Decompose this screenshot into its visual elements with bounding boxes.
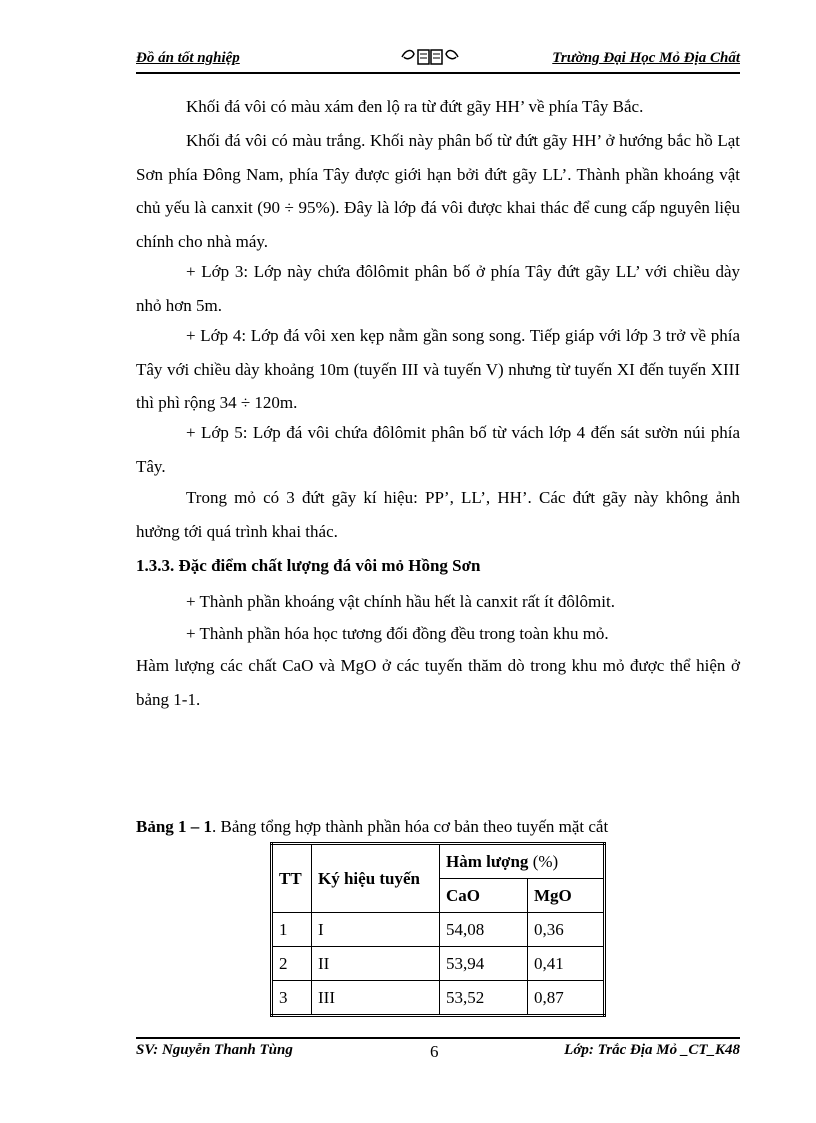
paragraph-layer-4: + Lớp 4: Lớp đá vôi xen kẹp nằm gần song song. Tiếp giáp với lớp 3 trở về phía Tây với chiều dày khoảng 10m (tuyến III và tuyến V) nhưng từ tuyến XI đến tuyến XIII thì phì rộng 34 ÷ 120m. — [136, 326, 740, 412]
section-heading: 1.3.3. Đặc điểm chất lượng đá vôi mỏ Hồng Sơn — [136, 556, 481, 575]
table-caption — [136, 815, 740, 839]
table-caption-text: . Bảng tổng hợp thành phần hóa cơ bản theo tuyến mặt cắt — [212, 817, 609, 836]
cell-cao: 53,52 — [440, 981, 528, 1016]
cell-tt: 2 — [272, 947, 312, 981]
page-header — [136, 50, 740, 74]
header-tt: TT — [272, 844, 312, 913]
header-content-label: Hàm lượng — [446, 851, 529, 871]
header-divider — [136, 72, 740, 74]
table-caption-label: Bảng 1 – 1 — [136, 817, 213, 836]
page-footer — [136, 1042, 740, 1064]
paragraph-faults: Trong mỏ có 3 đứt gãy kí hiệu: PP’, LL’, HH’. Các đứt gãy này không ảnh hưởng tới quá trình khai thác. — [136, 488, 740, 541]
cell-tt: 3 — [272, 981, 312, 1016]
header-cao: CaO — [440, 879, 528, 913]
bullet-mineral-composition: + Thành phần khoáng vật chính hầu hết là canxit rất ít đôlômit. — [186, 592, 615, 611]
header-content-unit: (%) — [528, 851, 559, 871]
table-row — [272, 913, 605, 947]
paragraph-content-summary: Hàm lượng các chất CaO và MgO ở các tuyến thăm dò trong khu mỏ được thể hiện ở bảng 1-1. — [136, 656, 740, 709]
table-header-row — [272, 844, 605, 879]
cell-line: I — [312, 913, 440, 947]
footer-student-name: SV: Nguyễn Thanh Tùng — [136, 1042, 293, 1058]
paragraph-white-limestone: Khối đá vôi có màu trắng. Khối này phân bố từ đứt gãy HH’ ở hướng bắc hồ Lạt Sơn phía Đông Nam, phía Tây được giới hạn bởi đứt gãy LL’. Thành phần khoáng vật chủ yếu là canxit (90 ÷ 95%). Đây là lớp đá vôi được khai thác để cung cấp nguyên liệu chính cho nhà máy. — [136, 131, 740, 251]
header-mgo: MgO — [528, 879, 605, 913]
cell-line: II — [312, 947, 440, 981]
header-content — [440, 844, 605, 879]
cell-mgo: 0,41 — [528, 947, 605, 981]
footer-class: Lớp: Trắc Địa Mỏ _CT_K48 — [564, 1042, 740, 1058]
cell-cao: 53,94 — [440, 947, 528, 981]
cell-cao: 54,08 — [440, 913, 528, 947]
paragraph-layer-3: + Lớp 3: Lớp này chứa đôlômit phân bố ở phía Tây đứt gãy LL’ với chiều dày nhỏ hơn 5m. — [136, 262, 740, 315]
book-ornament-icon — [398, 46, 462, 68]
cell-mgo: 0,36 — [528, 913, 605, 947]
page-number: 6 — [430, 1042, 439, 1061]
paragraph-black-limestone: Khối đá vôi có màu xám đen lộ ra từ đứt gãy HH’ về phía Tây Bắc. — [186, 97, 644, 116]
footer-divider — [136, 1037, 740, 1039]
header-university: Trường Đại Học Mỏ Địa Chất — [552, 50, 740, 66]
cell-mgo: 0,87 — [528, 981, 605, 1016]
table-row — [272, 947, 605, 981]
composition-table — [270, 842, 606, 1017]
table-row — [272, 981, 605, 1016]
cell-line: III — [312, 981, 440, 1016]
header-document-type: Đồ án tốt nghiệp — [136, 50, 240, 66]
cell-tt: 1 — [272, 913, 312, 947]
header-line-symbol: Ký hiệu tuyến — [312, 844, 440, 913]
bullet-chemical-composition: + Thành phần hóa học tương đối đồng đều trong toàn khu mỏ. — [186, 624, 609, 643]
paragraph-layer-5: + Lớp 5: Lớp đá vôi chứa đôlômit phân bố từ vách lớp 4 đến sát sườn núi phía Tây. — [136, 423, 740, 476]
